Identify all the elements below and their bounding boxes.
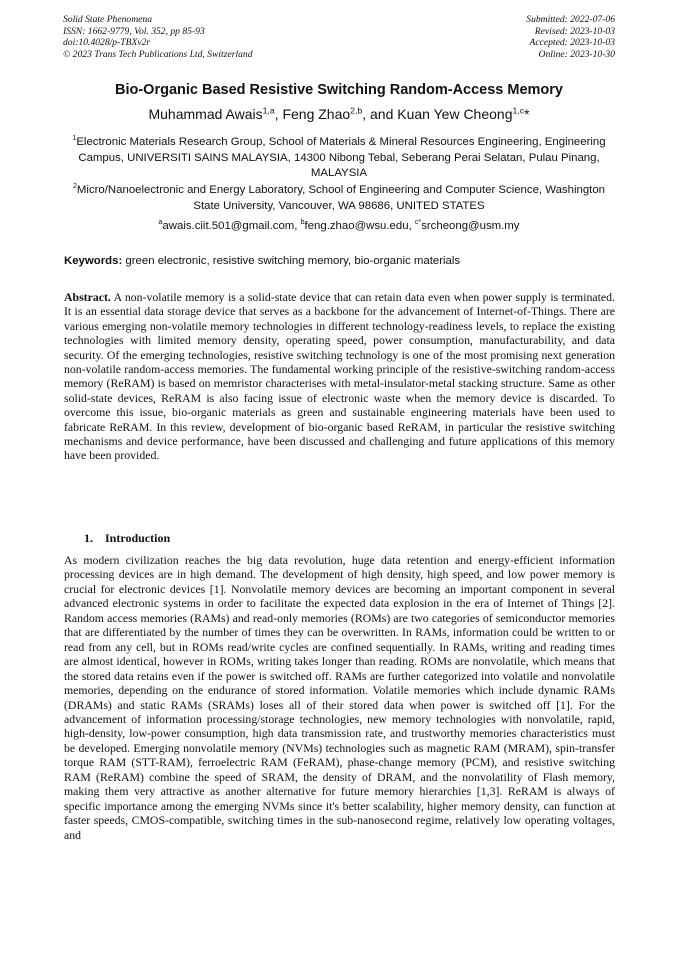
abstract-text: A non-volatile memory is a solid-state device that can retain data even when power supply is terminated. It is an essential data storage device that serves as a backbone for the advancement of Internet-of-Things. There are various emerging non-volatile memory technologies in different technology-readiness levels, to replace the existing technologies with limited memory density, operating speed, power consumption, manufacturability, and data security. Of the emerging technologies, resistive switching technology is one of the most promising next generation non-volatile random-access memories. The fundamental working principle of the resistive-switching random-access memory (ReRAM) is based on memristor characterises with metal-insulator-metal stacking structure. Same as other solid-state devices, ReRAM is also facing issue of electronic waste when the memory device is discarded. To overcome this issue, bio-organic materials as green and sustainable engineering materials have been used to fabricate ReRAM. In this review, development of bio-organic based ReRAM, in particular the resistive switching mechanisms and device performance, have been discussed and challenging and future applications of this memory have been provided. (64, 290, 615, 463)
email-separator: , (294, 220, 301, 232)
copyright: © 2023 Trans Tech Publications Ltd, Switzerland (63, 48, 253, 60)
affiliation-1 (70, 135, 608, 182)
author-separator: , and (362, 106, 398, 122)
keywords (64, 254, 615, 269)
author-list (40, 104, 638, 124)
author-name: Feng Zhao (282, 106, 351, 122)
abstract-label: Abstract. (64, 290, 111, 304)
email-mark: a (158, 219, 163, 227)
journal-header (63, 14, 615, 64)
introduction-paragraph: As modern civilization reaches the big data revolution, huge data retention and energy-efficient information processing devices are in high demand. The development of high density, high speed, and low power memory is crucial for electronic devices [1]. Nonvolatile memory devices are becoming an important component in several advanced electronic systems in order to facilitate the expected data explosion in the era of Internet of Things [2]. Random access memories (RAMs) and read-only memories (ROMs) are two categories of semiconductor memories that are differentiated by the number of times they can be overwritten. In RAMs, information could be written to or read from any cell, but in ROMs read/write cycles are confined sequentially. In RAMs, writing and reading times are almost identical, however in ROMs, writing takes longer than reading. ROMs are nonvolatile, which means that the stored data retains even if the power is switched off. RAMs are further categorized into volatile and nonvolatile memories, depending on the endurance of stored information. Volatile memories which include dynamic RAMs (DRAMs) and static RAMs (SRAMs) loses all of their stored data when power is switched off [1]. For the advancement of information processing/storage technologies, new memory technologies with nonvolatile, rapid, high-density, low-power consumption, high data transmission rate, and trustworthy memories characteristics must be developed. Emerging nonvolatile memory (NVMs) technologies such as magnetic RAM (MRAM), spin-transfer torque RAM (STT-RAM), ferroelectric RAM (FeRAM), phase-change memory (PCM), and resistive switching RAM (ReRAM) combine the speed of SRAM, the density of DRAM, and the nonvolatility of Flash memory, making them very attractive as another alternative for future memory hierarchies [1,3]. ReRAM is always of specific importance among the emerging NVMs since it's better scalability, higher memory density, can function at faster speeds, CMOS-compatible, switching times in the sub-nanosecond regime, relatively low operating voltages, and (64, 553, 615, 842)
author-affiliation-mark: 1,a (262, 105, 275, 116)
author-separator: , (274, 106, 283, 122)
affiliation-text: Electronic Materials Research Group, School of Materials & Mineral Resources Engineering, Engineering Campus, UNIVERSITI SAINS MALAYSIA, 14300 Nibong Tebal, Seberang Perai Selatan, Pulau Pinang, MALAYSIA (76, 136, 606, 180)
author-name: Kuan Yew Cheong (397, 106, 513, 122)
online-date: Online: 2023-10-30 (538, 48, 615, 60)
author-affiliation-mark: 2,b (350, 105, 363, 116)
affiliation-number: 1 (72, 135, 77, 143)
email-separator: , (408, 220, 415, 232)
affiliation-2 (70, 183, 608, 214)
author-name: Muhammad Awais (148, 106, 263, 122)
revised-date: Revised: 2023-10-03 (534, 25, 615, 37)
journal-name: Solid State Phenomena (63, 14, 152, 25)
section-number: 1. (84, 531, 93, 545)
author-emails (40, 219, 638, 234)
abstract (64, 290, 615, 463)
publication-dates (526, 14, 615, 60)
submitted-date: Submitted: 2022-07-06 (526, 14, 615, 25)
affiliation-text: Micro/Nanoelectronic and Energy Laboratory, School of Engineering and Computer Science, Washington State University, Vancouver, WA 98686, UNITED STATES (76, 184, 605, 212)
section-heading-introduction (84, 531, 170, 546)
email-address: feng.zhao@wsu.edu (304, 220, 409, 232)
email-address: srcheong@usm.my (421, 220, 520, 232)
affiliation-number: 2 (73, 183, 77, 191)
issn-volume: ISSN: 1662-9779, Vol. 352, pp 85-93 (63, 25, 205, 37)
author-affiliation-mark: 1,c (512, 105, 525, 116)
keywords-text: green electronic, resistive switching memory, bio-organic materials (125, 255, 461, 267)
accepted-date: Accepted: 2023-10-03 (529, 37, 615, 49)
doi: doi:10.4028/p-TBXv2r (63, 37, 151, 49)
email-mark: c* (414, 219, 422, 227)
section-title: Introduction (105, 531, 171, 545)
keywords-label: Keywords: (64, 255, 123, 267)
corresponding-author-mark: * (524, 106, 530, 122)
email-mark: b (300, 219, 305, 227)
paper-title: Bio-Organic Based Resistive Switching Random-Access Memory (114, 82, 563, 98)
email-address: awais.ciit.501@gmail.com (162, 220, 295, 232)
journal-info (63, 14, 253, 60)
